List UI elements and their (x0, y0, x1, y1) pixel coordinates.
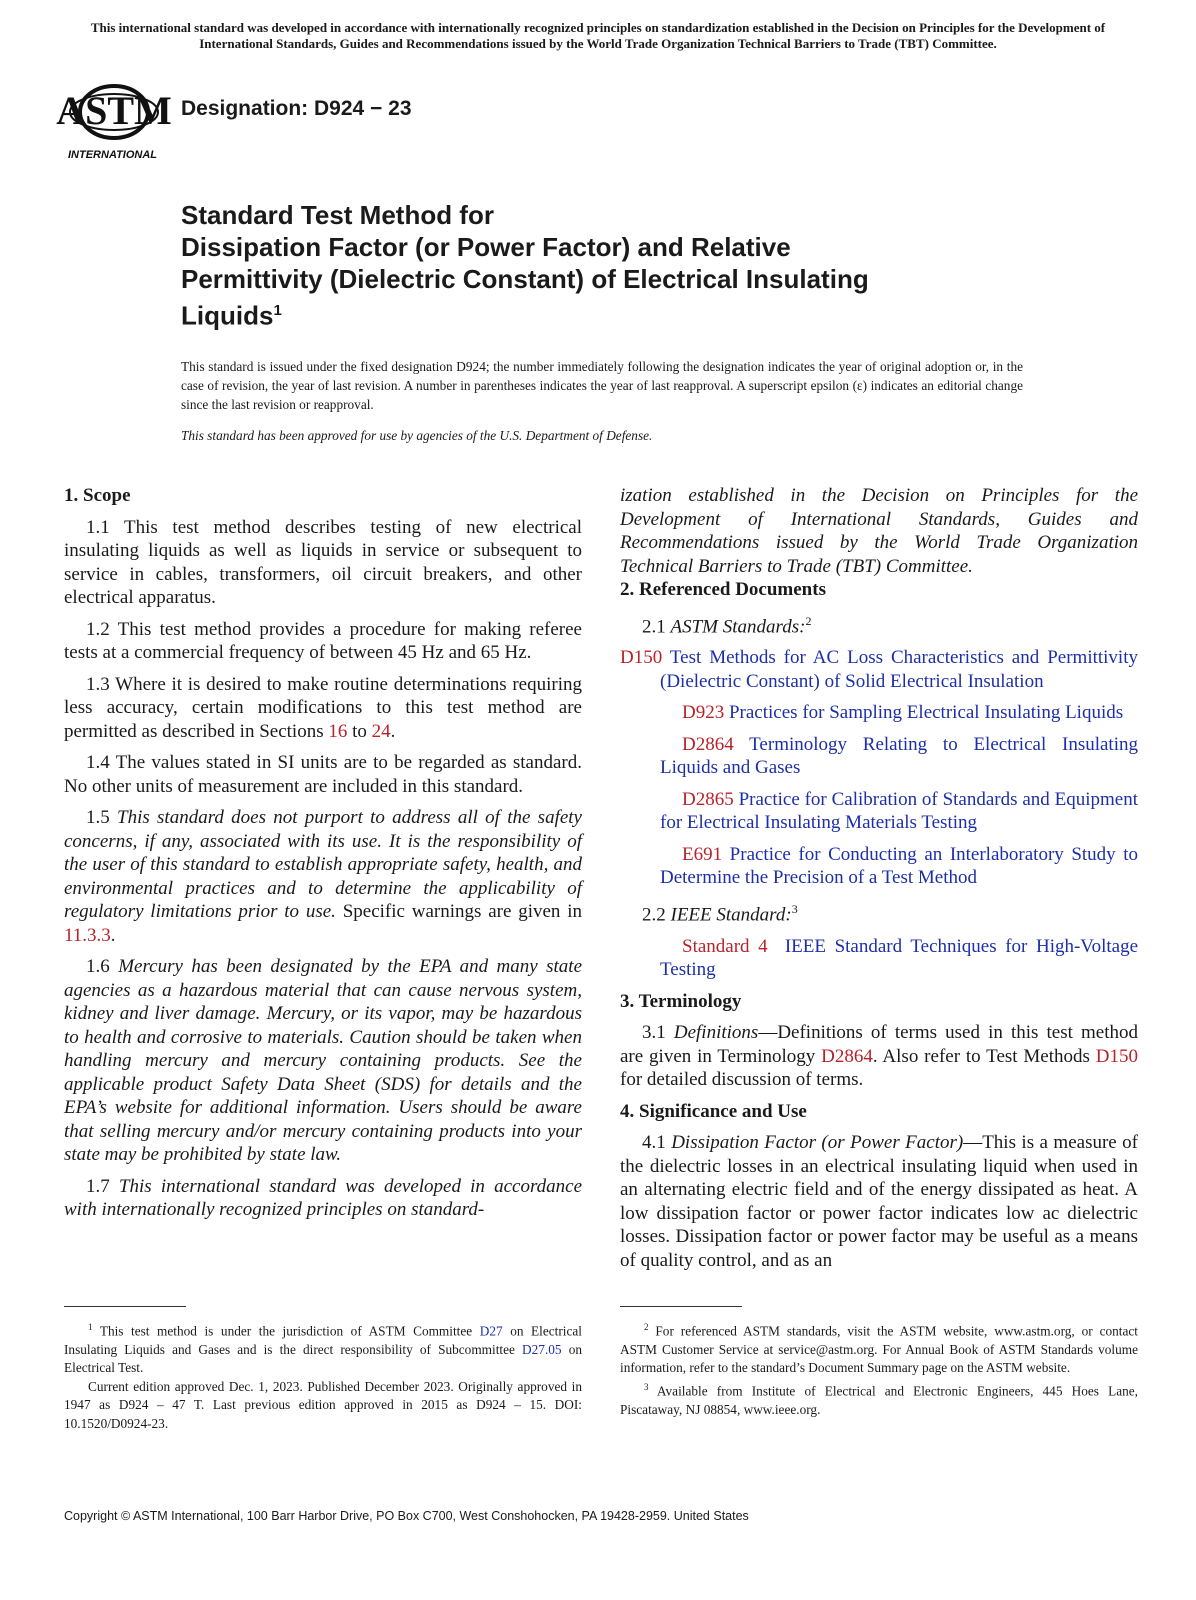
section-2-heading: 2. Referenced Documents (620, 579, 826, 600)
issue-note-text: This standard is issued under the fixed designation D924; the number immediately following the designation indicates the year of original adoption or, in the case of revision, the year of last revision. A number in parentheses indicates the year of last reapproval. A superscript epsilon (ε) indicates an editorial change since the last revision or reapproval. (181, 359, 1023, 412)
reference-d150[interactable]: D150 Test Methods for AC Loss Characteristics and Permittivity (Dielectric Constant) of Solid Electrical Insulation (620, 647, 1138, 692)
astm-logo-icon (56, 70, 172, 166)
reference-d2864[interactable]: D2864 Terminology Relating to Electrical Insulating Liquids and Gases (660, 733, 1138, 779)
subsection-2-1: 2.1 ASTM Standards:$^2$ (642, 613, 812, 637)
footnote-rule-left (64, 1306, 186, 1307)
link-committee-d27[interactable]: D27 (479, 1323, 503, 1339)
issue-note (181, 357, 1023, 445)
para-1-6: 1.6 Mercury has been designated by the EPA and many state agencies as a hazardous material that can cause nervous system, kidney and liver damage. Mercury, or its vapor, may be hazardous to health and corrosive to materials. Caution should be taken when handling mercury and mercury containing products. See the applicable product Safety Data Sheet (SDS) for details and the EPA’s website for additional information. Users should be aware that selling mercury and/or mercury containing products into your state may be prohibited by state law. (64, 956, 583, 1165)
para-1-4: 1.4 The values stated in SI units are to be regarded as standard. No other units of measurement are included in this standard. (64, 752, 582, 797)
section-3-heading: 3. Terminology (620, 990, 742, 1012)
para-1-7-continued: ization established in the Decision on Principles for the Development of International Standards, Guides and Recommendations issued by the World Trade Organization Technical Barriers to Trade (TBT) Committee. (620, 485, 1138, 577)
footnotes-right (620, 1318, 1138, 1419)
logo-text: INTERNATIONAL (68, 149, 158, 161)
link-d2864[interactable]: D2864 (821, 1045, 873, 1067)
reference-e691[interactable]: E691 Practice for Conducting an Interlaboratory Study to Determine the Precision of a Test Method (660, 843, 1138, 889)
link-subcommittee-d27-05[interactable]: D27.05 (522, 1341, 562, 1357)
footnote-2: $^2$ For referenced ASTM standards, visit the ASTM website, www.astm.org, or contact ASTM Customer Service at service@astm.org. For Annual Book of ASTM Standards volume information, refer to the standard’s Document Summary page on the ASTM website. (620, 1322, 1139, 1376)
reference-d923[interactable]: D923 Practices for Sampling Electrical Insulating Liquids (682, 702, 1124, 724)
title-line-1: Standard Test Method for (181, 200, 494, 230)
astm-logo (56, 70, 172, 166)
dod-note: This standard has been approved for use by agencies of the U.S. Department of Defense. (181, 428, 653, 443)
para-1-3: 1.3 Where it is desired to make routine determinations requiring less accuracy, certain modifications to this test method are permitted as described in Sections 16 to 24. (64, 673, 582, 742)
para-1-2: 1.2 This test method provides a procedure for making referee tests at a commercial frequency of between 45 Hz and 65 Hz. (64, 618, 582, 663)
link-section-24[interactable]: 24 (371, 720, 391, 742)
astm-reference-list (620, 646, 1138, 890)
para-4-1: 4.1 Dissipation Factor (or Power Factor)—This is a measure of the dielectric losses in an electrical insulating liquid when used in an alternating electric field and of the energy dissipated as heat. A low dissipation factor or power factor indicates low ac dielectric losses. Dissipation factor or power factor may be useful as a means of quality control, and as an (620, 1132, 1139, 1271)
link-d150[interactable]: D150 (1095, 1045, 1139, 1067)
section-4-heading: 4. Significance and Use (620, 1100, 807, 1122)
left-column (64, 484, 582, 1222)
link-section-16[interactable]: 16 (328, 720, 348, 742)
title-footnote-mark: 1 (273, 302, 282, 319)
footnote-rule-right (620, 1306, 742, 1307)
para-1-7: 1.7 This international standard was developed in accordance with internationally recognized principles on standard- (64, 1175, 583, 1220)
title-line-4: Liquids (181, 300, 274, 331)
document-title (181, 199, 981, 332)
footnote-1: $^1$ This test method is under the jurisdiction of ASTM Committee D27 on Electrical Insulating Liquids and Gases and is the direct responsibility of Subcommittee D27.05 on Electrical Test. (64, 1322, 583, 1376)
para-1-5: 1.5 This standard does not purport to address all of the safety concerns, if any, associated with its use. It is the responsibility of the user of this standard to establish appropriate safety, health, and environmental practices and to determine the applicability of regulatory limitations prior to use. Specific warnings are given in 11.3.3. (64, 807, 583, 946)
section-1-heading: 1. Scope (64, 485, 131, 506)
reference-ieee-4[interactable]: Standard 4 IEEE Standard Techniques for High-Voltage Testing (660, 935, 1138, 981)
footnotes-left (64, 1318, 582, 1433)
link-section-11-3-3[interactable]: 11.3.3 (64, 924, 111, 946)
subsection-2-2: 2.2 IEEE Standard:$^3$ (642, 901, 798, 926)
right-column (620, 484, 1138, 1272)
copyright: Copyright © ASTM International, 100 Barr Harbor Drive, PO Box C700, West Conshohocken, PA 19428-2959. United States (64, 1509, 749, 1523)
title-line-2: Dissipation Factor (or Power Factor) and Relative (181, 232, 791, 262)
footnote-3: $^3$ Available from Institute of Electrical and Electronic Engineers, 445 Hoes Lane, Piscataway, NJ 08854, www.ieee.org. (620, 1381, 1138, 1417)
reference-d2865[interactable]: D2865 Practice for Calibration of Standards and Equipment for Electrical Insulating Materials Testing (660, 788, 1139, 834)
top-notice: This international standard was developed in accordance with internationally recognized principles on standardization established in the Decision on Principles for the Development of International Standards, Guides and Recommendations issued by the World Trade Organization Technical Barriers to Trade (TBT) Committee. (90, 20, 1106, 51)
title-line-3: Permittivity (Dielectric Constant) of Electrical Insulating (181, 264, 869, 294)
para-1-1: 1.1 This test method describes testing of new electrical insulating liquids as well as liquids in service or subsequent to service in cables, transformers, oil circuit breakers, and other electrical apparatus. (64, 516, 582, 608)
para-3-1: 3.1 Definitions—Definitions of terms used in this test method are given in Terminology D2864. Also refer to Test Methods D150 for detailed discussion of terms. (620, 1022, 1139, 1091)
designation: Designation: D924 − 23 (181, 97, 412, 120)
logo-mark: ASTM (56, 88, 172, 133)
footnote-1-edition: Current edition approved Dec. 1, 2023. Published December 2023. Originally approved in 1947 as D924 – 47 T. Last previous edition approved in 2015 as D924 – 15. DOI: 10.1520/D0924-23. (64, 1378, 582, 1431)
